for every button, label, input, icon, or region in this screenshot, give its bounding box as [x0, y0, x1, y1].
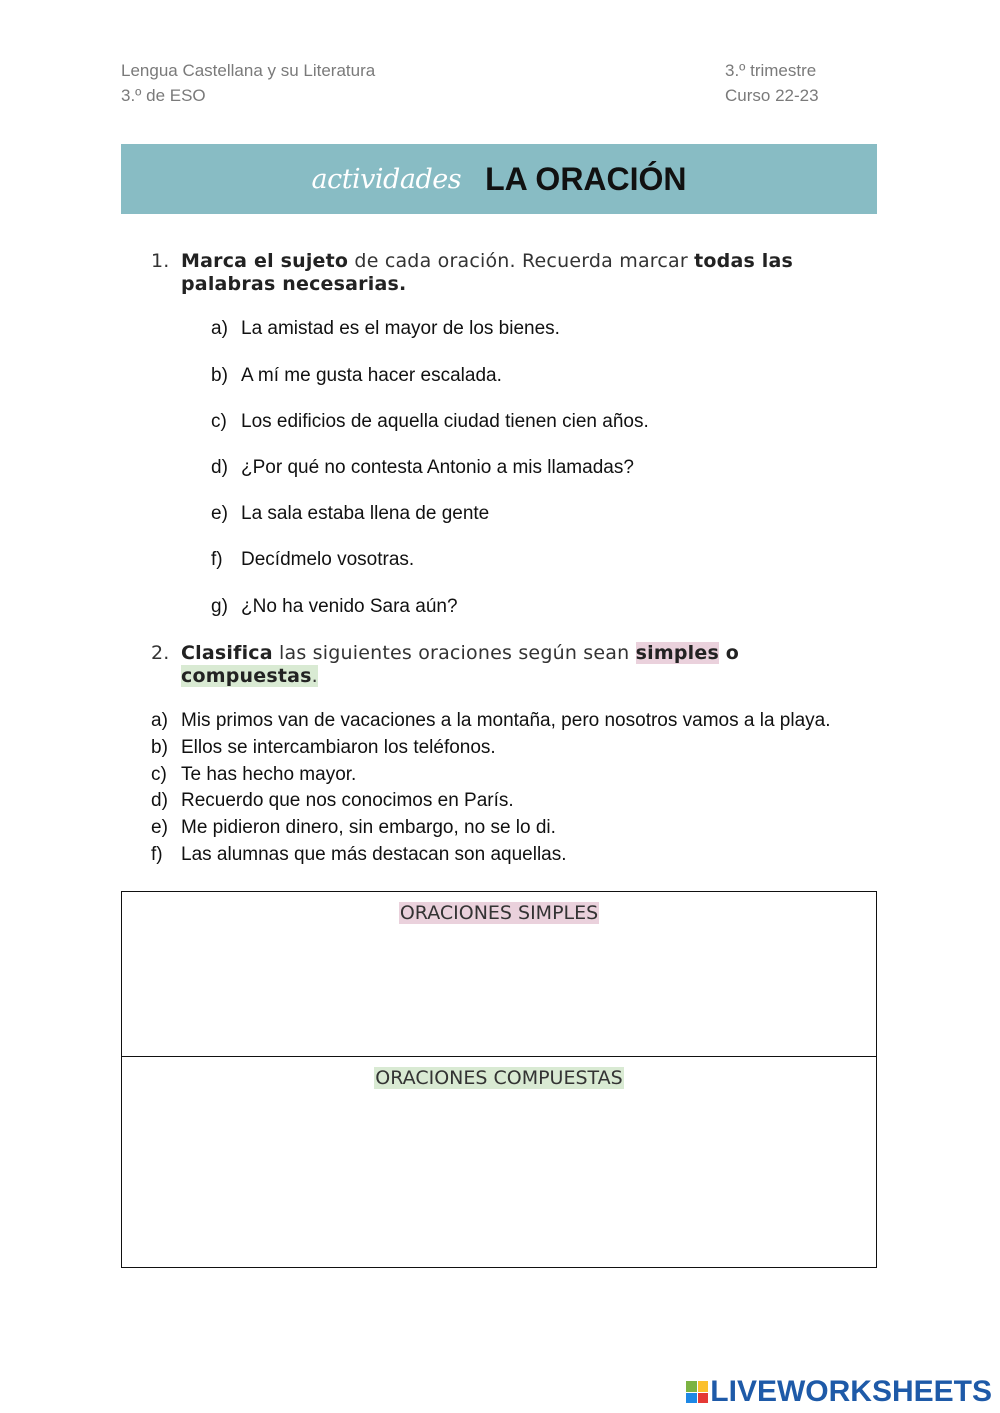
question-1-bold-2: todas las [694, 250, 794, 272]
list-item [151, 816, 556, 840]
classification-table [121, 891, 877, 1268]
item-letter: c) [151, 764, 167, 785]
item-letter: d) [211, 457, 228, 478]
item-text: Ellos se intercambiaron los teléfonos. [181, 737, 496, 758]
item-text: Decídmelo vosotras. [241, 549, 415, 570]
compuestas-cell[interactable] [122, 1057, 876, 1267]
list-item [151, 789, 514, 813]
list-item [211, 502, 489, 526]
item-text: Mis primos van de vacaciones a la montaña, pero nosotros vamos a la playa. [181, 710, 831, 731]
simples-cell[interactable] [122, 892, 876, 1057]
question-2-period: . [311, 665, 318, 687]
compuestas-header [122, 1067, 876, 1089]
item-text: Me pidieron dinero, sin embargo, no se lo di. [181, 817, 556, 838]
question-1-text: de cada oración. Recuerda marcar [348, 250, 695, 272]
grade-label: 3.º de ESO [121, 86, 206, 105]
item-letter: d) [151, 790, 168, 811]
question-2-o: o [718, 642, 740, 664]
list-item [211, 595, 458, 619]
question-1-bold-3: palabras necesarias. [181, 273, 407, 295]
title-banner [121, 144, 877, 214]
list-item [211, 317, 560, 341]
liveworksheets-logo[interactable] [686, 1377, 992, 1407]
list-item [151, 709, 831, 733]
simples-header-text: ORACIONES SIMPLES [399, 902, 599, 924]
list-item [211, 456, 634, 480]
item-letter: a) [151, 710, 168, 731]
question-1 [151, 250, 851, 296]
banner-script-word: actividades [311, 163, 462, 195]
list-item [211, 548, 414, 572]
question-2-bold-1: Clasifica [181, 642, 273, 664]
item-text: Las alumnas que más destacan son aquellas. [181, 844, 567, 865]
item-text: A mí me gusta hacer escalada. [241, 365, 502, 386]
item-letter: b) [151, 737, 168, 758]
item-letter: c) [211, 411, 227, 432]
list-item [151, 736, 496, 760]
item-text: Los edificios de aquella ciudad tienen cien años. [241, 411, 649, 432]
question-2-text: las siguientes oraciones según sean [272, 642, 636, 664]
compuestas-header-text: ORACIONES COMPUESTAS [375, 1067, 623, 1089]
question-2-number: 2. [151, 642, 170, 664]
item-letter: a) [211, 318, 228, 339]
logo-text: LIVEWORKSHEETS [710, 1375, 992, 1408]
list-item [211, 410, 649, 434]
question-1-number: 1. [151, 250, 170, 272]
compuestas-highlight: compuestas [181, 665, 312, 687]
item-letter: f) [151, 844, 163, 865]
question-2 [151, 642, 871, 688]
item-text: La sala estaba llena de gente [241, 503, 490, 524]
liveworksheets-logo-icon [686, 1381, 708, 1403]
list-item [211, 364, 502, 388]
item-letter: b) [211, 365, 228, 386]
page-title: LA ORACIÓN [485, 160, 687, 197]
item-letter: e) [211, 503, 228, 524]
item-text: Recuerdo que nos conocimos en París. [181, 790, 514, 811]
item-text: Te has hecho mayor. [181, 764, 357, 785]
subject-label: Lengua Castellana y su Literatura [121, 61, 376, 80]
simples-highlight: simples [635, 642, 719, 664]
term-label: 3.º trimestre [725, 61, 817, 80]
item-text: La amistad es el mayor de los bienes. [241, 318, 560, 339]
question-1-bold-1: Marca el sujeto [181, 250, 349, 272]
list-item [151, 763, 356, 787]
simples-header [122, 902, 876, 924]
item-letter: e) [151, 817, 168, 838]
list-item [151, 843, 567, 867]
item-text: ¿Por qué no contesta Antonio a mis llamadas? [241, 457, 634, 478]
course-label: Curso 22-23 [725, 86, 819, 105]
item-letter: f) [211, 549, 223, 570]
item-letter: g) [211, 596, 228, 617]
item-text: ¿No ha venido Sara aún? [241, 596, 458, 617]
